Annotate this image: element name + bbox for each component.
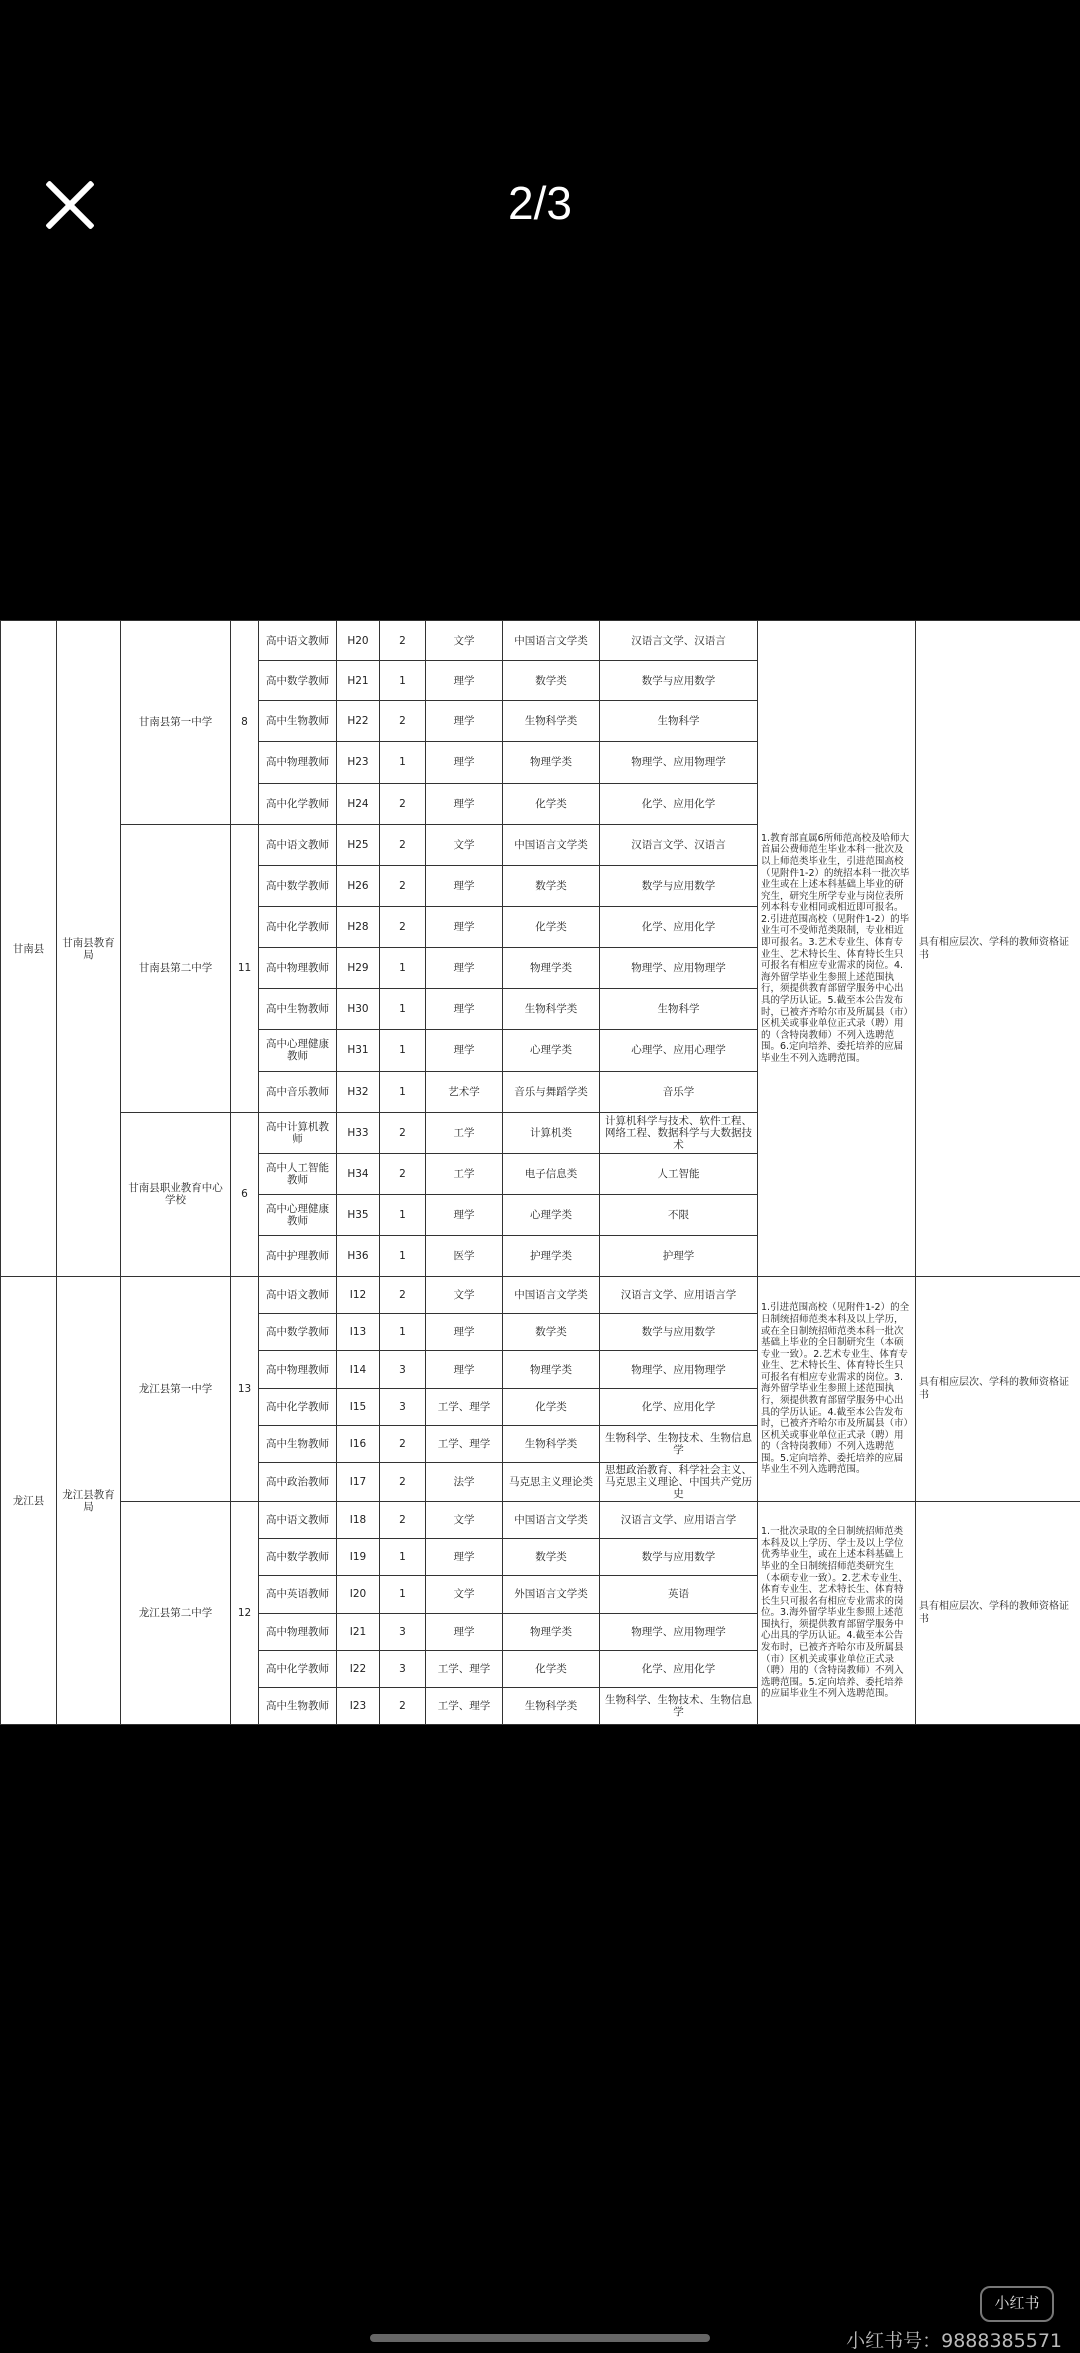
code-cell: H32: [337, 1071, 380, 1112]
major-cell: 计算机科学与技术、软件工程、网络工程、数据科学与大数据技术: [600, 1112, 758, 1153]
school-count-cell: 13: [231, 1277, 259, 1502]
school-cell: 龙江县第一中学: [121, 1277, 231, 1502]
major-cell: 生物科学、生物技术、生物信息学: [600, 1687, 758, 1724]
position-cell: 高中政治教师: [259, 1462, 337, 1501]
major-class-cell: 中国语言文学类: [503, 824, 600, 865]
category-cell: 文学: [426, 1576, 503, 1613]
code-cell: I18: [337, 1502, 380, 1539]
category-cell: 理学: [426, 1613, 503, 1650]
position-cell: 高中数学教师: [259, 865, 337, 906]
county-cell: 龙江县: [1, 1277, 57, 1725]
count-cell: 2: [380, 1502, 426, 1539]
count-cell: 1: [380, 948, 426, 989]
position-cell: 高中物理教师: [259, 742, 337, 783]
major-class-cell: 心理学类: [503, 1030, 600, 1071]
qualification-cell: 具有相应层次、学科的教师资格证书: [916, 621, 1080, 1277]
bureau-cell: 甘南县教育局: [57, 621, 121, 1277]
category-cell: 工学、理学: [426, 1687, 503, 1724]
major-cell: 数学与应用数学: [600, 1314, 758, 1351]
count-cell: 2: [380, 1277, 426, 1314]
count-cell: 2: [380, 824, 426, 865]
major-cell: 英语: [600, 1576, 758, 1613]
major-class-cell: 化学类: [503, 1650, 600, 1687]
major-cell: 生物科学: [600, 989, 758, 1030]
position-cell: 高中数学教师: [259, 1539, 337, 1576]
school-count-cell: 8: [231, 621, 259, 825]
position-cell: 高中化学教师: [259, 783, 337, 824]
count-cell: 2: [380, 701, 426, 742]
position-cell: 高中心理健康教师: [259, 1030, 337, 1071]
code-cell: I19: [337, 1539, 380, 1576]
count-cell: 1: [380, 1194, 426, 1235]
count-cell: 2: [380, 1112, 426, 1153]
major-class-cell: 心理学类: [503, 1194, 600, 1235]
major-class-cell: 生物科学类: [503, 701, 600, 742]
position-cell: 高中语文教师: [259, 1277, 337, 1314]
major-class-cell: 数学类: [503, 1539, 600, 1576]
code-cell: H24: [337, 783, 380, 824]
count-cell: 1: [380, 1539, 426, 1576]
code-cell: H22: [337, 701, 380, 742]
major-class-cell: 物理学类: [503, 742, 600, 783]
major-cell: 思想政治教育、科学社会主义、马克思主义理论、中国共产党历史: [600, 1462, 758, 1501]
major-class-cell: 生物科学类: [503, 1425, 600, 1462]
major-cell: 物理学、应用物理学: [600, 742, 758, 783]
count-cell: 1: [380, 1236, 426, 1277]
major-cell: 护理学: [600, 1236, 758, 1277]
code-cell: I16: [337, 1425, 380, 1462]
code-cell: H35: [337, 1194, 380, 1235]
position-cell: 高中人工智能教师: [259, 1153, 337, 1194]
category-cell: 法学: [426, 1462, 503, 1501]
count-cell: 2: [380, 1153, 426, 1194]
major-class-cell: 数学类: [503, 661, 600, 701]
table-row: [1, 1277, 1080, 1314]
position-cell: 高中化学教师: [259, 1650, 337, 1687]
school-count-cell: 12: [231, 1502, 259, 1725]
position-cell: 高中语文教师: [259, 1502, 337, 1539]
school-count-cell: 6: [231, 1112, 259, 1277]
school-cell: 龙江县第二中学: [121, 1502, 231, 1725]
count-cell: 2: [380, 1462, 426, 1501]
major-class-cell: 生物科学类: [503, 1687, 600, 1724]
position-cell: 高中生物教师: [259, 1687, 337, 1724]
major-class-cell: 护理学类: [503, 1236, 600, 1277]
position-cell: 高中数学教师: [259, 1314, 337, 1351]
code-cell: H21: [337, 661, 380, 701]
major-cell: 心理学、应用心理学: [600, 1030, 758, 1071]
position-cell: 高中物理教师: [259, 1613, 337, 1650]
school-count-cell: 11: [231, 824, 259, 1112]
position-cell: 高中物理教师: [259, 1351, 337, 1388]
code-cell: H20: [337, 621, 380, 661]
category-cell: 工学: [426, 1153, 503, 1194]
count-cell: 1: [380, 1314, 426, 1351]
code-cell: H29: [337, 948, 380, 989]
count-cell: 3: [380, 1650, 426, 1687]
position-cell: 高中护理教师: [259, 1236, 337, 1277]
county-cell: 甘南县: [1, 621, 57, 1277]
major-class-cell: 中国语言文学类: [503, 1277, 600, 1314]
major-cell: 数学与应用数学: [600, 661, 758, 701]
category-cell: 理学: [426, 948, 503, 989]
category-cell: 理学: [426, 661, 503, 701]
count-cell: 1: [380, 742, 426, 783]
major-class-cell: 化学类: [503, 1388, 600, 1425]
major-cell: 生物科学: [600, 701, 758, 742]
category-cell: 理学: [426, 989, 503, 1030]
recruitment-table: [0, 620, 1080, 1725]
code-cell: H30: [337, 989, 380, 1030]
position-cell: 高中计算机教师: [259, 1112, 337, 1153]
category-cell: 理学: [426, 701, 503, 742]
code-cell: H36: [337, 1236, 380, 1277]
school-cell: 甘南县第二中学: [121, 824, 231, 1112]
major-class-cell: 外国语言文学类: [503, 1576, 600, 1613]
code-cell: I12: [337, 1277, 380, 1314]
qualification-cell: 具有相应层次、学科的教师资格证书: [916, 1277, 1080, 1502]
count-cell: 1: [380, 1030, 426, 1071]
count-cell: 2: [380, 906, 426, 947]
code-cell: I22: [337, 1650, 380, 1687]
category-cell: 工学: [426, 1112, 503, 1153]
major-cell: 人工智能: [600, 1153, 758, 1194]
major-class-cell: 马克思主义理论类: [503, 1462, 600, 1501]
code-cell: H25: [337, 824, 380, 865]
major-cell: 生物科学、生物技术、生物信息学: [600, 1425, 758, 1462]
major-cell: 物理学、应用物理学: [600, 1351, 758, 1388]
category-cell: 文学: [426, 824, 503, 865]
code-cell: I14: [337, 1351, 380, 1388]
category-cell: 理学: [426, 1351, 503, 1388]
category-cell: 理学: [426, 1314, 503, 1351]
count-cell: 3: [380, 1613, 426, 1650]
major-class-cell: 物理学类: [503, 948, 600, 989]
count-cell: 1: [380, 1576, 426, 1613]
category-cell: 医学: [426, 1236, 503, 1277]
position-cell: 高中语文教师: [259, 621, 337, 661]
school-cell: 甘南县职业教育中心学校: [121, 1112, 231, 1277]
category-cell: 文学: [426, 1277, 503, 1314]
count-cell: 2: [380, 1425, 426, 1462]
position-cell: 高中音乐教师: [259, 1071, 337, 1112]
count-cell: 2: [380, 621, 426, 661]
document-image: [0, 620, 1080, 1725]
count-cell: 3: [380, 1388, 426, 1425]
category-cell: 文学: [426, 1502, 503, 1539]
major-cell: 汉语言文学、汉语言: [600, 824, 758, 865]
major-class-cell: 数学类: [503, 865, 600, 906]
category-cell: 理学: [426, 906, 503, 947]
category-cell: 工学、理学: [426, 1388, 503, 1425]
school-cell: 甘南县第一中学: [121, 621, 231, 825]
category-cell: 艺术学: [426, 1071, 503, 1112]
major-cell: 汉语言文学、应用语言学: [600, 1277, 758, 1314]
major-cell: 数学与应用数学: [600, 1539, 758, 1576]
position-cell: 高中物理教师: [259, 948, 337, 989]
requirements-note: 1.教育部直属6所师范高校及哈师大首届公费师范生毕业本科一批次及以上师范类毕业生，引进范围高校（见附件1-2）的统招本科一批次毕业生或在上述本科基础上毕业的研究生，研究生所学专业与岗位表所列本科专业相同或相近即可报名。2.引进范围高校（见附件1-2）的毕业生可不受师范类限制，专业相近即可报名。3.艺术专业生、体育专业生、艺术特长生、体育特长生只可报名有相应专业需求的岗位。4.海外留学毕业生参照上述范围执行，须提供教育部留学服务中心出具的学历认证。5.截至本公告发布时，已被齐齐哈尔市及所属县（市）区机关或事业单位正式录（聘）用的（含特岗教师）不列入选聘范围。6.定向培养、委托培养的应届毕业生不列入选聘范围。: [758, 621, 916, 1277]
position-cell: 高中数学教师: [259, 661, 337, 701]
count-cell: 1: [380, 1071, 426, 1112]
viewer-toolbar: [0, 0, 1080, 300]
count-cell: 1: [380, 989, 426, 1030]
major-cell: 化学、应用化学: [600, 1650, 758, 1687]
major-cell: 数学与应用数学: [600, 865, 758, 906]
major-class-cell: 中国语言文学类: [503, 621, 600, 661]
requirements-note: 1.一批次录取的全日制统招师范类本科及以上学历、学士及以上学位优秀毕业生，或在上述本科基础上毕业的全日制统招师范类研究生（本硕专业一致）。2.艺术专业生、体育专业生、艺术特长生、体育特长生只可报名有相应专业需求的岗位。3.海外留学毕业生参照上述范围执行，须提供教育部留学服务中心出具的学历认证。4.截至本公告发布时，已被齐齐哈尔市及所属县（市）区机关或事业单位正式录（聘）用的（含特岗教师）不列入选聘范围。5.定向培养、委托培养的应届毕业生不列入选聘范围。: [758, 1502, 916, 1725]
code-cell: I21: [337, 1613, 380, 1650]
category-cell: 理学: [426, 1030, 503, 1071]
requirements-note: 1.引进范围高校（见附件1-2）的全日制统招师范类本科及以上学历，或在全日制统招师范类本科一批次基础上毕业的全日制研究生（本硕专业一致）。2.艺术专业生、体育专业生、艺术特长生、体育特长生只可报名有相应专业需求的岗位。3.海外留学毕业生参照上述范围执行，须提供教育部留学服务中心出具的学历认证。4.截至本公告发布时，已被齐齐哈尔市及所属县（市）区机关或事业单位正式录（聘）用的（含特岗教师）不列入选聘范围。5.定向培养、委托培养的应届毕业生不列入选聘范围。: [758, 1277, 916, 1502]
position-cell: 高中生物教师: [259, 1425, 337, 1462]
code-cell: H33: [337, 1112, 380, 1153]
major-cell: 物理学、应用物理学: [600, 1613, 758, 1650]
category-cell: 工学、理学: [426, 1425, 503, 1462]
code-cell: H23: [337, 742, 380, 783]
category-cell: 理学: [426, 1539, 503, 1576]
major-class-cell: 化学类: [503, 783, 600, 824]
category-cell: 理学: [426, 865, 503, 906]
count-cell: 3: [380, 1351, 426, 1388]
table-row: [1, 1502, 1080, 1539]
code-cell: H34: [337, 1153, 380, 1194]
home-indicator[interactable]: [370, 2334, 710, 2342]
qualification-cell: 具有相应层次、学科的教师资格证书: [916, 1502, 1080, 1725]
major-class-cell: 数学类: [503, 1314, 600, 1351]
category-cell: 文学: [426, 621, 503, 661]
position-cell: 高中化学教师: [259, 906, 337, 947]
code-cell: H31: [337, 1030, 380, 1071]
major-class-cell: 物理学类: [503, 1351, 600, 1388]
category-cell: 工学、理学: [426, 1650, 503, 1687]
major-cell: 物理学、应用物理学: [600, 948, 758, 989]
category-cell: 理学: [426, 783, 503, 824]
code-cell: I17: [337, 1462, 380, 1501]
account-id: 小红书号：9888385571: [846, 2326, 1062, 2353]
page-counter: 2/3: [0, 176, 1080, 230]
xiaohongshu-logo: 小红书: [980, 2286, 1054, 2322]
major-class-cell: 音乐与舞蹈学类: [503, 1071, 600, 1112]
code-cell: H28: [337, 906, 380, 947]
major-class-cell: 电子信息类: [503, 1153, 600, 1194]
category-cell: 理学: [426, 742, 503, 783]
position-cell: 高中生物教师: [259, 701, 337, 742]
position-cell: 高中化学教师: [259, 1388, 337, 1425]
position-cell: 高中语文教师: [259, 824, 337, 865]
position-cell: 高中生物教师: [259, 989, 337, 1030]
code-cell: I15: [337, 1388, 380, 1425]
bureau-cell: 龙江县教育局: [57, 1277, 121, 1725]
table-row: [1, 621, 1080, 661]
count-cell: 1: [380, 661, 426, 701]
major-cell: 汉语言文学、应用语言学: [600, 1502, 758, 1539]
major-class-cell: 计算机类: [503, 1112, 600, 1153]
count-cell: 2: [380, 1687, 426, 1724]
major-cell: 汉语言文学、汉语言: [600, 621, 758, 661]
position-cell: 高中心理健康教师: [259, 1194, 337, 1235]
major-class-cell: 生物科学类: [503, 989, 600, 1030]
category-cell: 理学: [426, 1194, 503, 1235]
major-cell: 不限: [600, 1194, 758, 1235]
code-cell: H26: [337, 865, 380, 906]
code-cell: I20: [337, 1576, 380, 1613]
major-class-cell: 化学类: [503, 906, 600, 947]
major-class-cell: 中国语言文学类: [503, 1502, 600, 1539]
major-cell: 音乐学: [600, 1071, 758, 1112]
major-cell: 化学、应用化学: [600, 783, 758, 824]
major-class-cell: 物理学类: [503, 1613, 600, 1650]
code-cell: I13: [337, 1314, 380, 1351]
count-cell: 2: [380, 783, 426, 824]
major-cell: 化学、应用化学: [600, 906, 758, 947]
major-cell: 化学、应用化学: [600, 1388, 758, 1425]
code-cell: I23: [337, 1687, 380, 1724]
count-cell: 2: [380, 865, 426, 906]
position-cell: 高中英语教师: [259, 1576, 337, 1613]
